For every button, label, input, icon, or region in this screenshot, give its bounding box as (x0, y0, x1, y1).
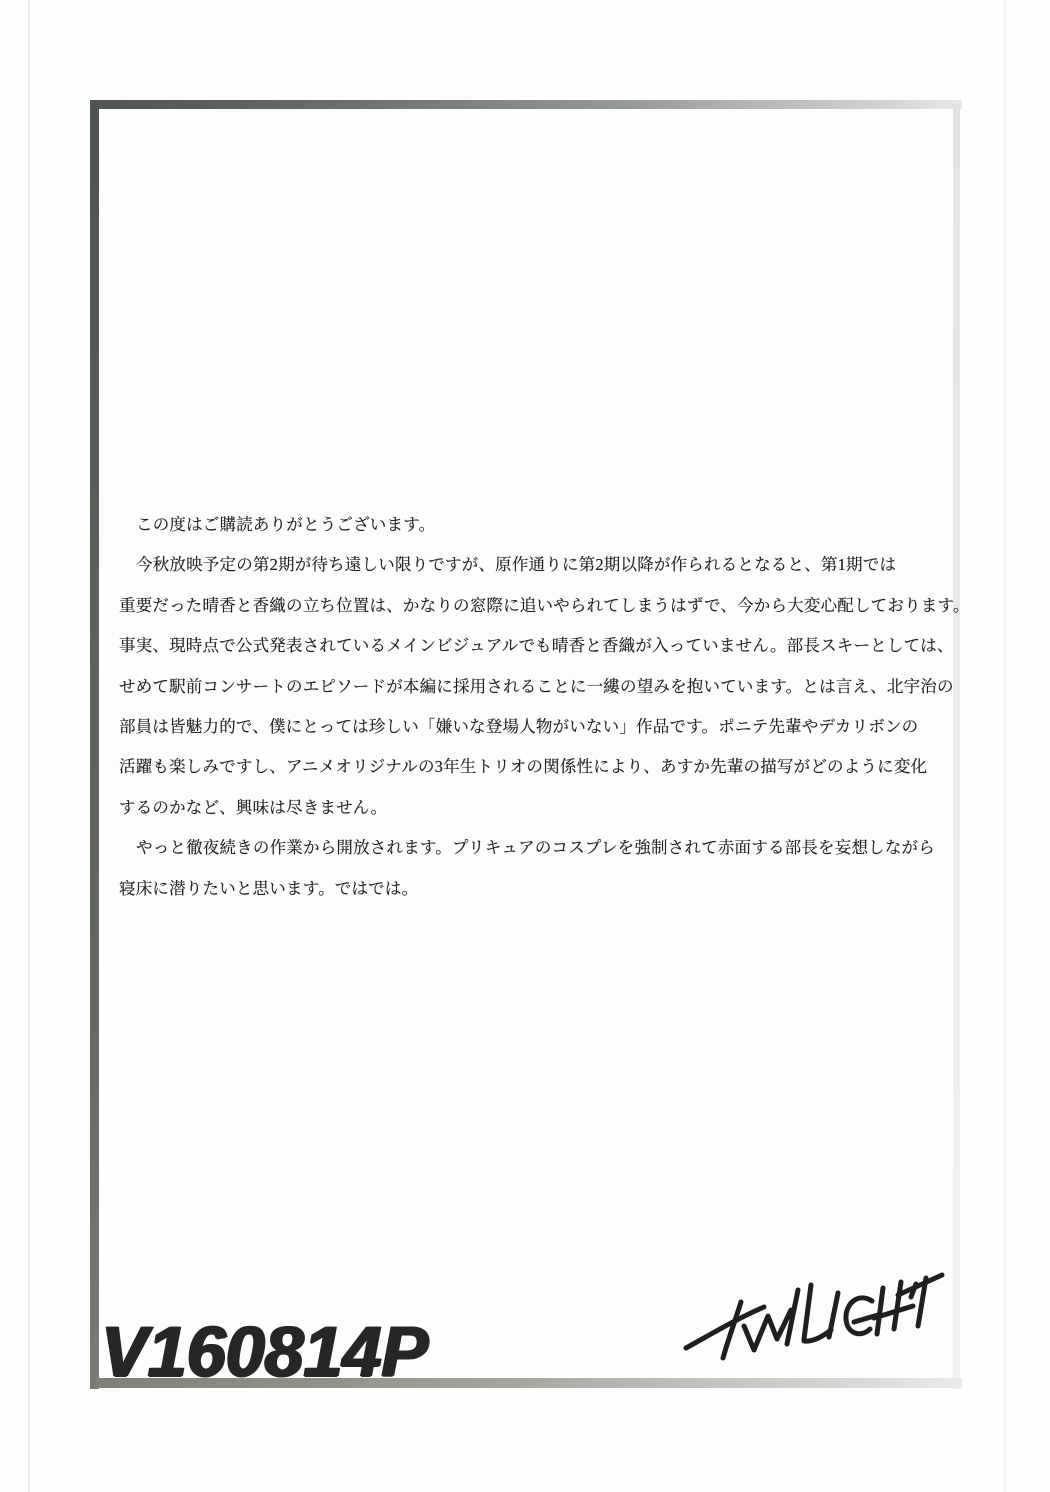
frame-border-left (90, 100, 99, 1389)
scan-edge-line-right (1004, 0, 1006, 1492)
afterword-line: 部員は皆魅力的で、僕にとっては珍しい「嫌いな登場人物がいない」作品です。ポニテ先輩やデカリボンの (119, 716, 919, 736)
doujin-code-logo: V160814P (101, 1311, 428, 1392)
afterword-line: 事実、現時点で公式発表されているメインビジュアルでも晴香と香織が入っていません。部長スキーとしては、 (119, 636, 954, 656)
afterword-line: 今秋放映予定の第2期が待ち遠しい限りですが、原作通りに第2期以降が作られるとなると、第1期では (136, 555, 897, 575)
scan-edge-line-left (28, 0, 30, 1492)
signature-text-label (0, 0, 1, 1)
afterword-line: せめて駅前コンサートのエピソードが本編に採用されることに一縷の望みを抱いています。とは言え、北宇治の (119, 676, 954, 696)
afterword-text (119, 505, 970, 909)
afterword-line: するのかなど、興味は尽きません。 (119, 797, 388, 817)
twilight-signature (678, 1266, 950, 1366)
frame-border-top (90, 100, 962, 109)
afterword-line: やっと徹夜続きの作業から開放されます。プリキュアのコスプレを強制されて赤面する部長を妄想しながら (136, 838, 935, 858)
afterword-line: 寝床に潜りたいと思います。ではでは。 (119, 878, 419, 898)
afterword-line: 活躍も楽しみですし、アニメオリジナルの3年生トリオの関係性により、あすか先輩の描写がどのように変化 (119, 757, 928, 777)
afterword-line: 重要だった晴香と香織の立ち位置は、かなりの窓際に追いやられてしまうはずで、今から大変心配しております。 (119, 595, 970, 615)
afterword-line: この度はご購読ありがとうございます。 (136, 515, 436, 534)
